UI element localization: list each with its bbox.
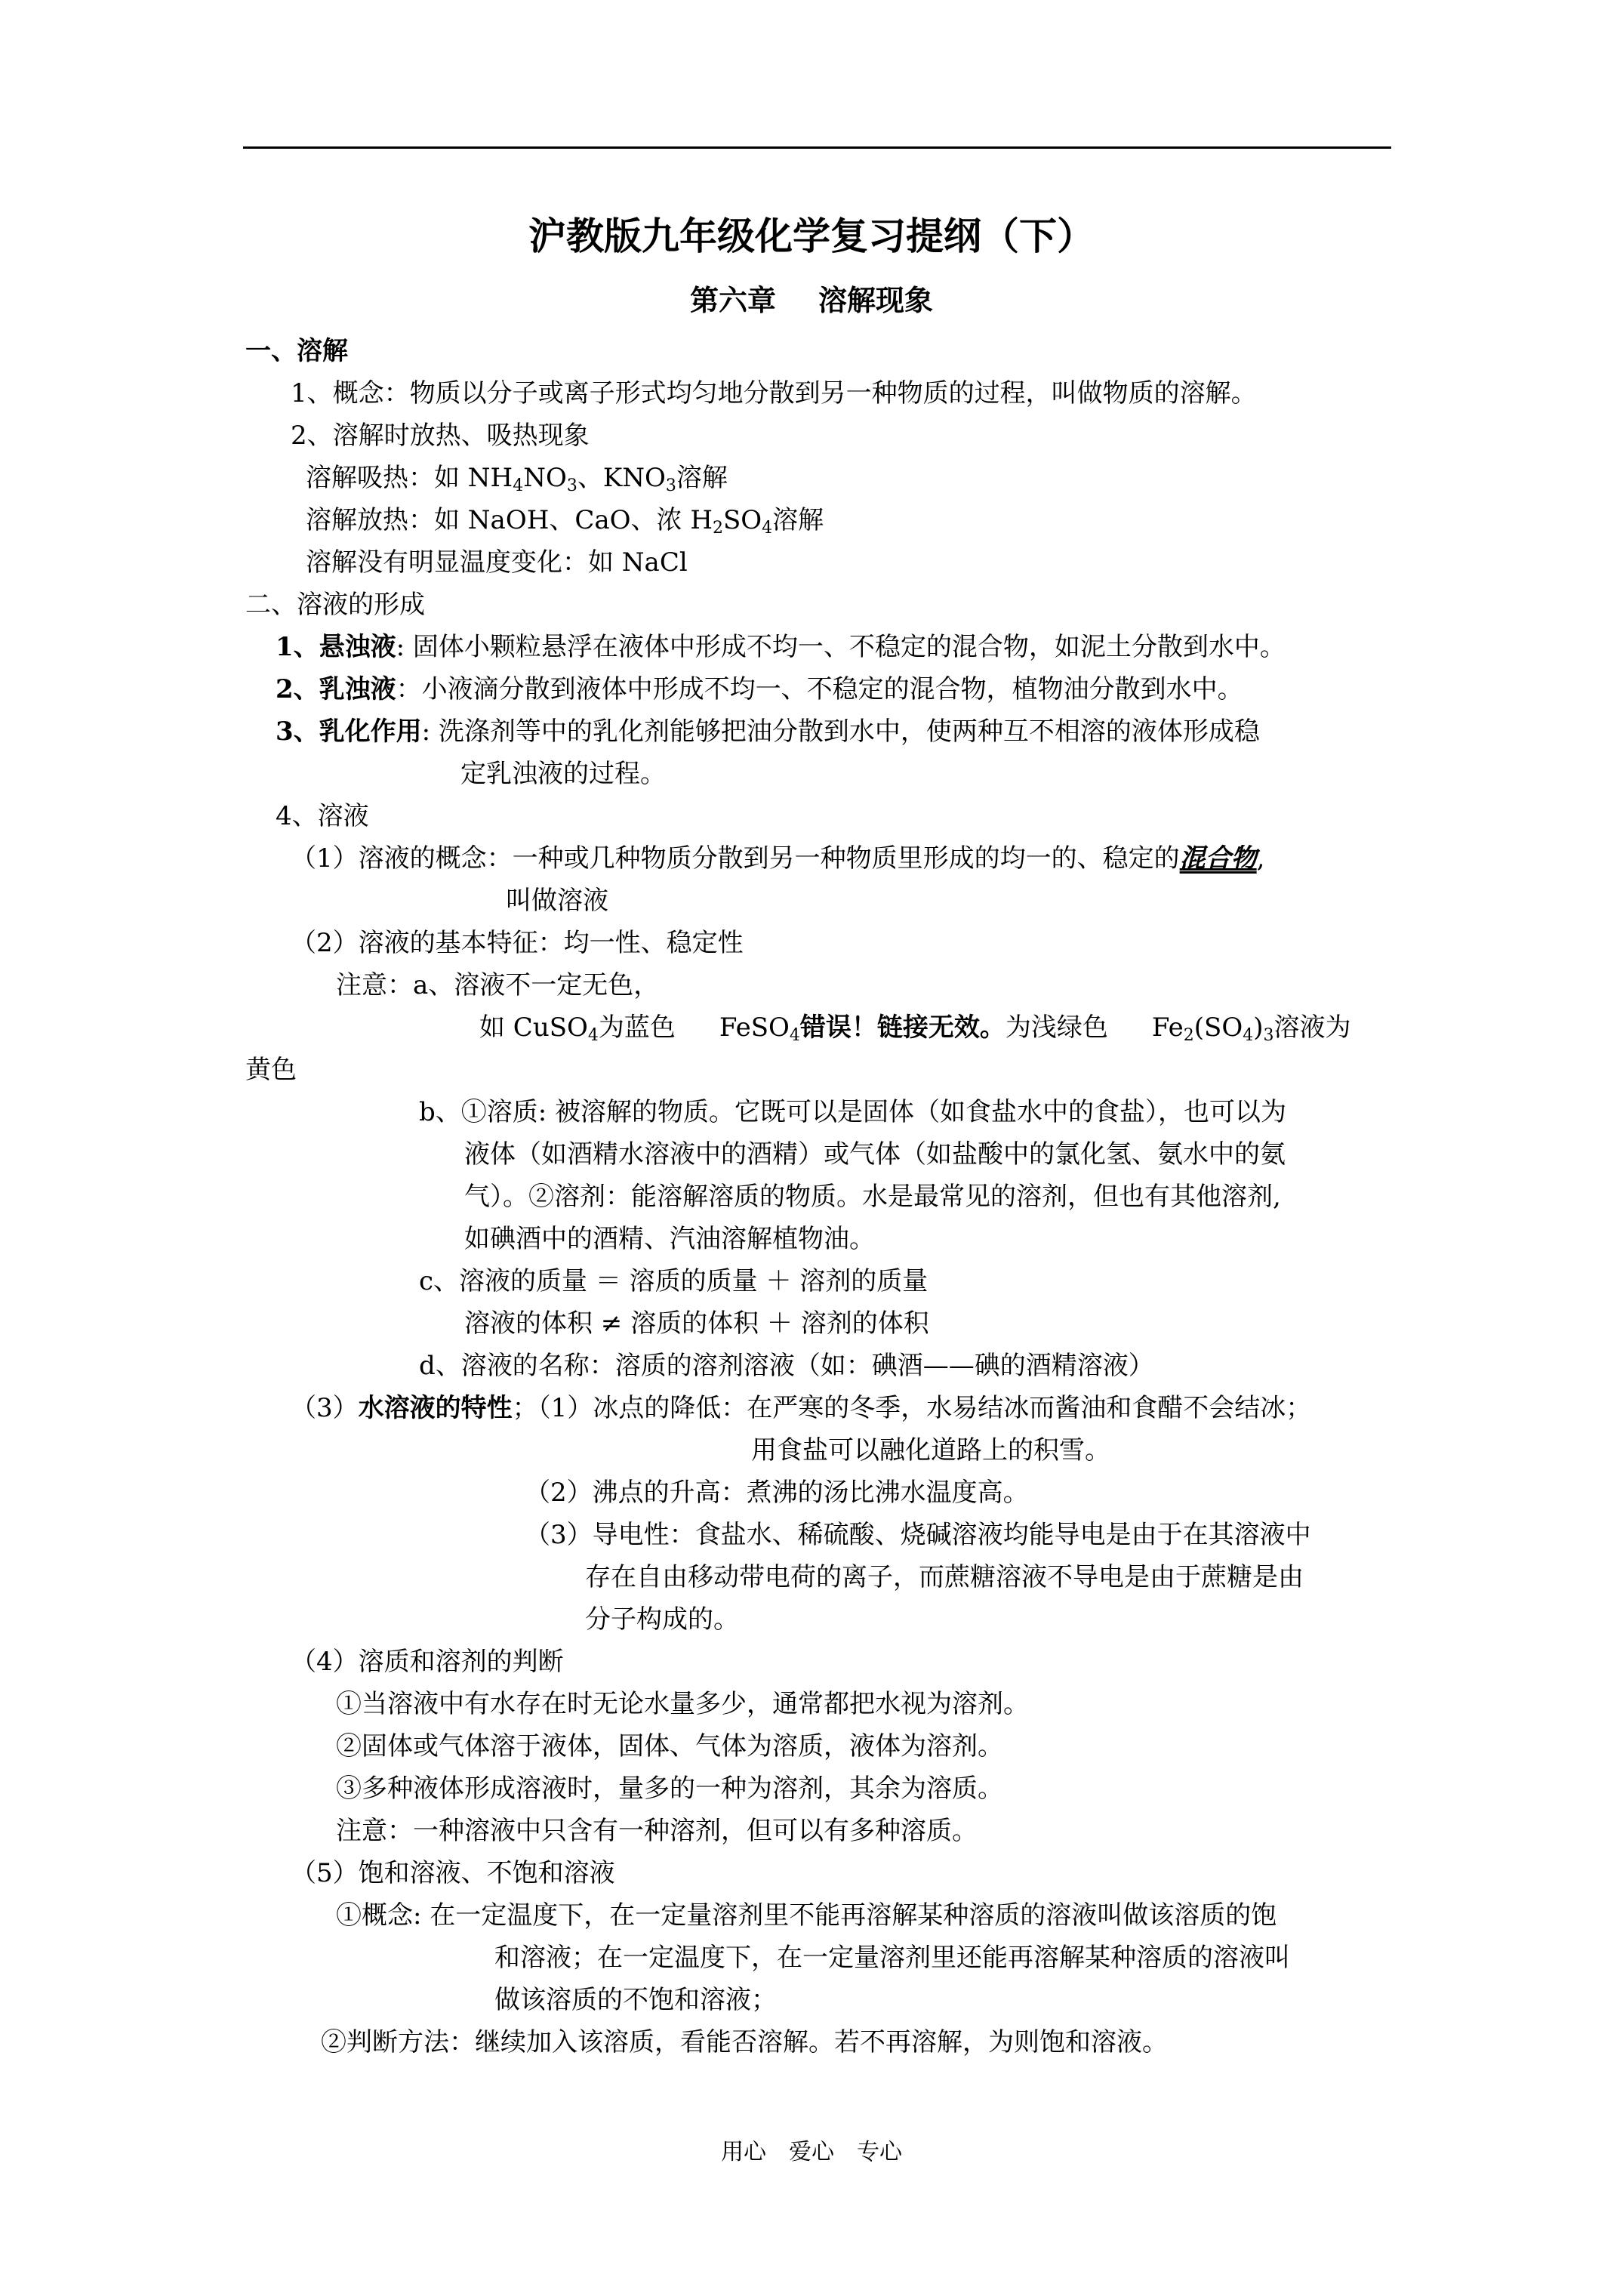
chapter-number: 第六章 — [689, 283, 776, 317]
freezing-cont: 用食盐可以融化道路上的积雪。 — [751, 1435, 1110, 1465]
definition-line: （1）溶液的概念：一种或几种物质分散到另一种物质里形成的均一的、稳定的混合物, — [291, 843, 1265, 874]
chapter-heading — [0, 283, 1623, 318]
emulsion-line: 2、乳浊液：小液滴分散到液体中形成不均一、不稳定的混合物，植物油分散到水中。 — [276, 674, 1243, 704]
saturation-cont: 和溶液；在一定温度下，在一定量溶剂里还能再溶解某种溶质的溶液叫 — [494, 1943, 1290, 1973]
absorb-line: 溶解吸热：如 $NH_4NO_3$、$KNO_3$溶解 — [306, 463, 728, 495]
mass-line: c、溶液的质量 ＝ 溶质的质量 ＋ 溶剂的质量 — [419, 1266, 929, 1296]
solute-cont: 液体（如酒精水溶液中的酒精）或气体（如盐酸中的氯化氢、氨水中的氨 — [464, 1139, 1286, 1170]
saturation-heading: （5）饱和溶液、不饱和溶液 — [291, 1858, 615, 1888]
conductivity-line: （3）导电性：食盐水、稀硫酸、烧碱溶液均能导电是由于在其溶液中 — [525, 1520, 1311, 1550]
color-wrap: 黄色 — [245, 1055, 297, 1085]
heat-heading: 2、溶解时放热、吸热现象 — [291, 421, 590, 451]
boiling-line: （2）沸点的升高：煮沸的汤比沸水温度高。 — [525, 1478, 1029, 1508]
judge-item: ②固体或气体溶于液体，固体、气体为溶质，液体为溶剂。 — [336, 1731, 1003, 1761]
page-title: 沪教版九年级化学复习提纲（下） — [528, 214, 1095, 258]
emulsify-cont: 定乳浊液的过程。 — [460, 759, 666, 789]
solvent-cont: 如碘酒中的酒精、汽油溶解植物油。 — [464, 1224, 875, 1254]
note-a: 注意：a、溶液不一定无色， — [336, 970, 660, 1000]
definition-cont: 叫做溶液 — [506, 886, 608, 916]
saturation-concept: ①概念: 在一定温度下，在一定量溶剂里不能再溶解某种溶质的溶液叫做该溶质的饱 — [336, 1900, 1277, 1931]
features-line: （2）溶液的基本特征：均一性、稳定性 — [291, 928, 744, 958]
judge-item: ③多种液体形成溶液时，量多的一种为溶剂，其余为溶质。 — [336, 1774, 1003, 1804]
section-heading: 一、溶解 — [245, 336, 348, 366]
solvent-line: 气）。②溶剂：能溶解溶质的物质。水是最常见的溶剂，但也有其他溶剂, — [464, 1182, 1281, 1212]
neutral-line: 溶解没有明显温度变化：如 NaCl — [306, 547, 688, 578]
concept-line: 1、概念：物质以分子或离子形式均匀地分散到另一种物质的过程，叫做物质的溶解。 — [291, 378, 1257, 408]
chapter-name: 溶解现象 — [818, 283, 934, 317]
naming-line: d、溶液的名称：溶质的溶剂溶液（如：碘酒——碘的酒精溶液） — [419, 1351, 1154, 1381]
water-solution-line: （3）水溶液的特性；（1）冰点的降低：在严寒的冬季，水易结冰而酱油和食醋不会结冰； — [291, 1393, 1312, 1423]
solute-line: b、①溶质: 被溶解的物质。它既可以是固体（如食盐水中的食盐），也可以为 — [419, 1097, 1287, 1127]
conductivity-cont2: 分子构成的。 — [585, 1604, 739, 1635]
judge-item: ①当溶液中有水存在时无论水量多少，通常都把水视为溶剂。 — [336, 1689, 1029, 1719]
color-examples: 如 CuSO$_4$为蓝色 FeSO$_4$错误！链接无效。为浅绿色 $Fe_2(SO_4)_3$溶液为 — [479, 1012, 1351, 1045]
emulsify-line: 3、乳化作用: 洗涤剂等中的乳化剂能够把油分散到水中，使两种互不相溶的液体形成稳 — [276, 717, 1260, 747]
volume-line: 溶液的体积 ≠ 溶质的体积 ＋ 溶剂的体积 — [464, 1308, 929, 1339]
saturation-cont2: 做该溶质的不饱和溶液； — [494, 1985, 777, 2015]
conductivity-cont: 存在自由移动带电荷的离子，而蔗糖溶液不导电是由于蔗糖是由 — [585, 1562, 1304, 1592]
judge-note: 注意：一种溶液中只含有一种溶剂，但可以有多种溶质。 — [336, 1816, 978, 1846]
release-line: 溶解放热：如 NaOH、CaO、浓 $H_2SO_4$溶解 — [306, 505, 824, 538]
solution-heading: 4、溶液 — [276, 801, 369, 831]
header-rule — [243, 146, 1391, 149]
section-heading: 二、溶液的形成 — [245, 590, 425, 620]
suspension-line: 1、悬浊液: 固体小颗粒悬浮在液体中形成不均一、不稳定的混合物，如泥土分散到水中。 — [276, 632, 1286, 662]
saturation-method: ②判断方法：继续加入该溶质，看能否溶解。若不再溶解，为则饱和溶液。 — [321, 2027, 1168, 2057]
judge-heading: （4）溶质和溶剂的判断 — [291, 1647, 564, 1677]
page-footer: 用心 爱心 专心 — [721, 2139, 902, 2165]
